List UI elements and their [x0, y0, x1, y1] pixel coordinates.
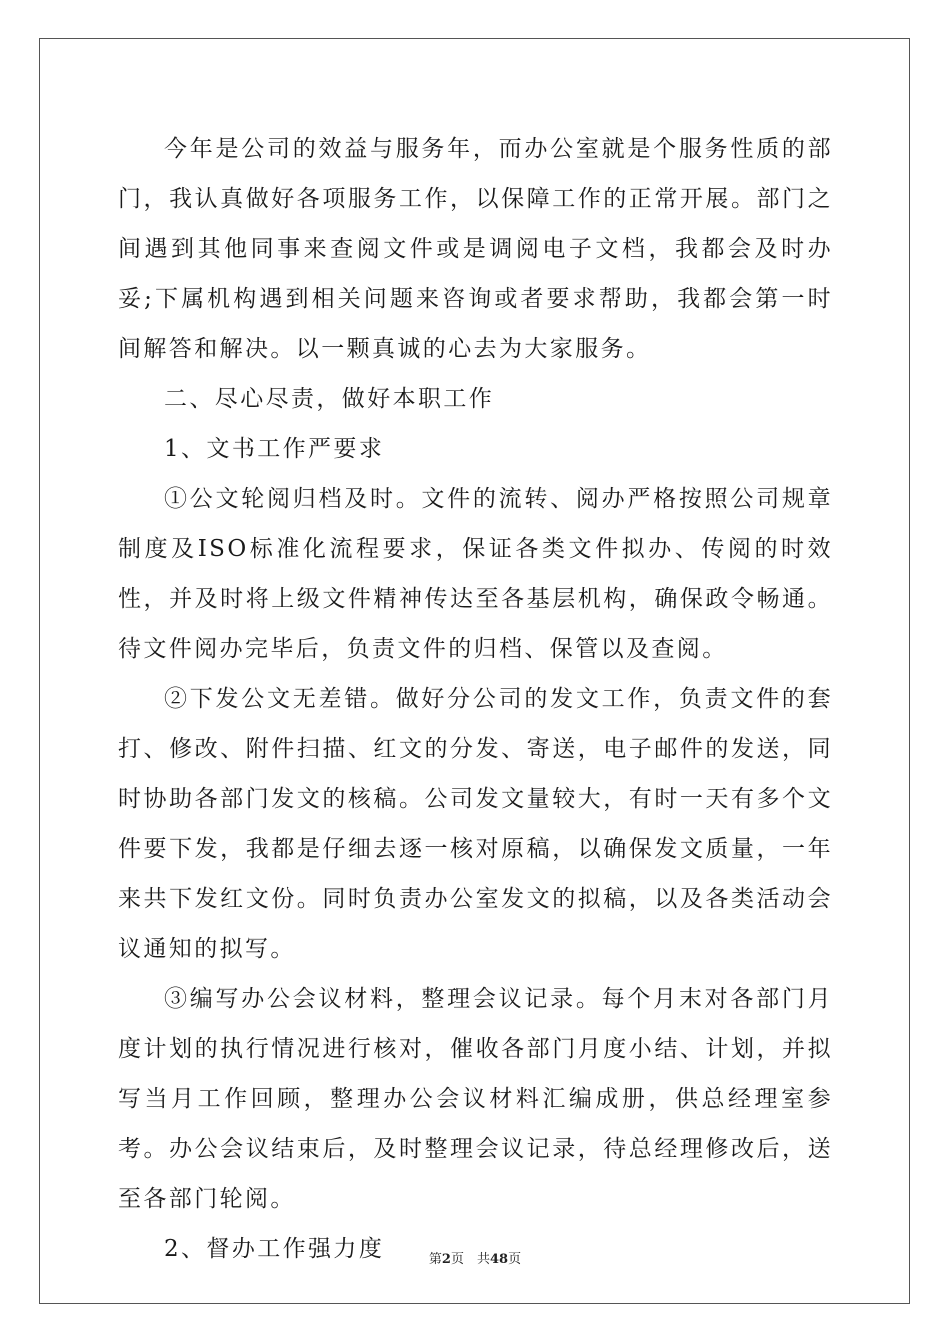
page-number: 2: [441, 1252, 451, 1267]
footer-mid: 页 共: [450, 1252, 490, 1267]
paragraph: ③编写办公会议材料，整理会议记录。每个月末对各部门月度计划的执行情况进行核对，催收各部门月度小结、计划，并拟写当月工作回顾，整理办公会议材料汇编成册，供总经理室参考。办公会议结束后，及时整理会议记录，待总经理修改后，送至各部门轮阅。: [118, 986, 833, 1212]
paragraph: 今年是公司的效益与服务年，而办公室就是个服务性质的部门，我认真做好各项服务工作，以保障工作的正常开展。部门之间遇到其他同事来查阅文件或是调阅电子文档，我都会及时办妥;下属机构遇到相关问题来咨询或者要求帮助，我都会第一时间解答和解决。以一颗真诚的心去为大家服务。: [118, 136, 833, 362]
section-heading: 二、尽心尽责，做好本职工作: [164, 386, 495, 412]
page-footer: [0, 1248, 950, 1267]
paragraph: ②下发公文无差错。做好分公司的发文工作，负责文件的套打、修改、附件扫描、红文的分发、寄送，电子邮件的发送，同时协助各部门发文的核稿。公司发文量较大，有时一天有多个文件要下发，我都是仔细去逐一核对原稿，以确保发文质量，一年来共下发红文份。同时负责办公室发文的拟稿，以及各类活动会议通知的拟写。: [118, 686, 833, 962]
subsection-heading: 2、督办工作强力度: [164, 1236, 385, 1262]
subsection-heading: 1、文书工作严要求: [164, 436, 385, 462]
footer-suffix: 页: [508, 1252, 522, 1267]
total-pages: 48: [489, 1252, 509, 1267]
paragraph: ①公文轮阅归档及时。文件的流转、阅办严格按照公司规章制度及ISO标准化流程要求，保证各类文件拟办、传阅的时效性，并及时将上级文件精神传达至各基层机构，确保政令畅通。待文件阅办完毕后，负责文件的归档、保管以及查阅。: [118, 486, 833, 662]
document-body: [118, 124, 833, 1274]
footer-prefix: 第: [428, 1252, 442, 1267]
